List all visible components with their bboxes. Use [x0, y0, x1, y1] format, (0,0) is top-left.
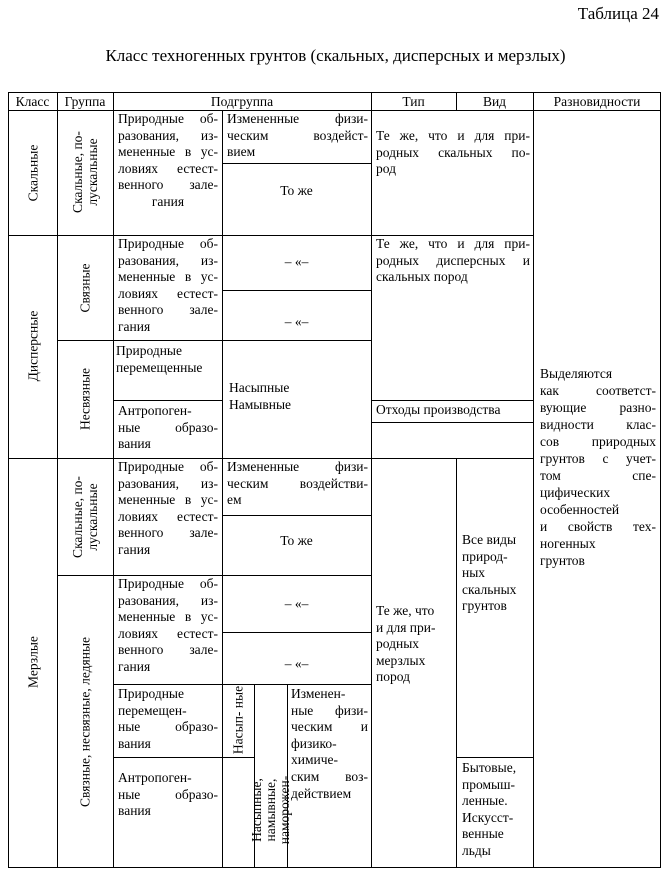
- subgroup-natural-frozen-rocky: Природные об- разования, из- мененные в ус- ловиях естест- венного зале- гания: [118, 459, 218, 557]
- group-noncohesive: Несвязные: [77, 367, 93, 431]
- varieties-text: Выделяются как соответст- вующие разно- видности клас- сов природных грунтов с учет- том спе- цифических особенностей и свойств тех- ногенных грунтов: [540, 366, 656, 568]
- subgroup-natural-cohesive: Природные об- разования, из- мененные в ус- ловиях естест- венного зале- гания: [118, 236, 218, 334]
- type-rocky: Те же, что и для при- родных скальных по- род: [376, 128, 530, 177]
- group-cohesive: Связные: [77, 263, 93, 313]
- header-kind: Вид: [482, 94, 507, 109]
- group-frozen-rocky: Скальные, по- лускальные: [70, 476, 100, 558]
- group-frozen-other: Связные, несвязные, ледяные: [77, 636, 93, 808]
- subgroup-anthropogenic-frozen: Антропоген- ные образо- вания: [118, 770, 218, 819]
- subgroup-natural-frozen-other: Природные об- разования, из- мененные в ус- ловиях естест- венного зале- гания: [118, 576, 218, 674]
- header-type: Тип: [402, 94, 425, 109]
- type-disperse: Те же, что и для при- родных дисперсных и скальных пород: [376, 236, 530, 285]
- class-frozen: Мерзлые: [25, 636, 41, 688]
- subgroup-same-frozen: То же: [280, 533, 313, 548]
- class-rocky: Скальные: [25, 144, 41, 202]
- ditto-cohesive-1: – «–: [284, 254, 309, 269]
- type-frozen: Те же, что и для при- родных мерзлых пород: [376, 603, 436, 685]
- subgroup-phys-changed-rocky: Измененные физи- ческим воздейст- вием: [227, 111, 368, 160]
- kind-ice: Бытовые, промыш- ленные. Искусст- венные льды: [462, 760, 517, 858]
- header-subgroup: Подгруппа: [210, 94, 274, 109]
- table-number: Таблица 24: [577, 4, 659, 23]
- subgroup-phys-changed-frozen: Измененные физи- ческим воздействи- ем: [227, 459, 368, 508]
- ditto-cohesive-2: – «–: [284, 314, 309, 329]
- subgroup-natural-moved-frozen: Природные перемещен- ные образо- вания: [118, 686, 218, 751]
- phys-chem-changed: Изменен- ные физи- ческим и физико- химиче- ским воз- действием: [291, 686, 368, 801]
- header-varieties: Разновидности: [553, 94, 641, 109]
- subgroup-natural-moved: Природные перемещенные: [116, 343, 203, 375]
- header-class: Класс: [15, 94, 50, 109]
- subgroup-same-rocky: То же: [280, 183, 313, 198]
- table-title: Класс техногенных грунтов (скальных, дисперсных и мерзлых): [105, 46, 566, 65]
- group-rocky: Скальные, по- лускальные: [70, 131, 100, 213]
- ditto-frozen-1: – «–: [284, 596, 309, 611]
- subgroup-natural-rocky: Природные об- разования, из- мененные в ус- ловиях естест- венного зале- гания: [118, 111, 218, 209]
- ditto-frozen-2: – «–: [284, 656, 309, 671]
- fill-wash-frozen-vertical: Насыпные, намывные, наморожен-: [249, 775, 292, 845]
- subgroup-fill-wash: Насыпные Намывные: [229, 380, 292, 412]
- fill-vertical: Насып- ные: [230, 685, 246, 755]
- class-disperse: Дисперсные: [25, 310, 41, 382]
- type-waste: Отходы производства: [376, 402, 501, 417]
- kind-rocky: Все виды природ- ных скальных грунтов: [462, 532, 517, 614]
- subgroup-anthropogenic: Антропоген- ные образо- вания: [118, 403, 218, 452]
- header-group: Группа: [64, 94, 106, 109]
